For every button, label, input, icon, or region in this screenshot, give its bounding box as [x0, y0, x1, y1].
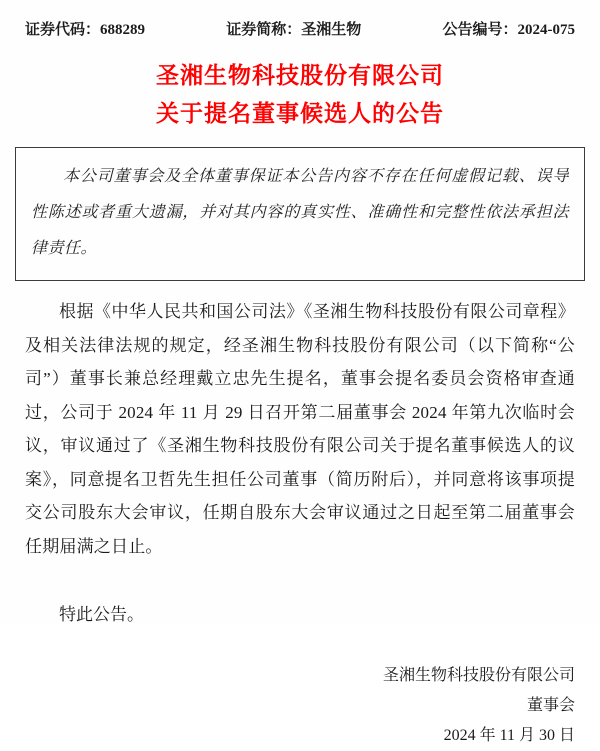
page-title-line2: 关于提名董事候选人的公告 [156, 100, 444, 126]
stock-name-value: 圣湘生物 [301, 22, 362, 38]
stock-name [226, 18, 361, 39]
body-paragraph [25, 295, 575, 563]
stock-code-value: 688289 [100, 22, 146, 38]
closing-line [25, 600, 575, 625]
page-title-line1: 圣湘生物科技股份有限公司 [156, 62, 444, 88]
announcement-number-label: 公告编号： [442, 22, 518, 38]
signature-date: 2024 年 11 月 30 日 [443, 727, 575, 744]
signature-board: 董事会 [526, 697, 575, 714]
document-header [25, 18, 575, 39]
page-title [25, 56, 575, 132]
stock-code [25, 18, 145, 39]
body-paragraph-text: 根据《中华人民共和国公司法》《圣湘生物科技股份有限公司章程》及相关法律法规的规定，经圣湘生物科技股份有限公司（以下简称“公司”）董事长兼总经理戴立忠先生提名，董事会提名委员会资格审查通过，公司于 2024 年 11 月 29 日召开第二届董事会 2024 年第九次临时会议，审议通过了《圣湘生物科技股份有限公司关于提名董事候选人的议案》，同意提名卫哲先生担任公司董事（简历附后），并同意将该事项提交公司股东大会审议，任期自股东大会审议通过之日起至第二届董事会任期届满之日止。 [25, 302, 575, 556]
disclaimer-text: 本公司董事会及全体董事保证本公告内容不存在任何虚假记载、误导性陈述或者重大遗漏，并对其内容的真实性、准确性和完整性依法承担法律责任。 [31, 168, 569, 257]
stock-code-label: 证券代码： [25, 22, 101, 38]
closing-text: 特此公告。 [59, 605, 144, 624]
disclaimer-box [15, 147, 585, 281]
signature-block [25, 661, 575, 751]
announcement-number-value: 2024-075 [517, 22, 575, 38]
stock-name-label: 证券简称： [226, 22, 302, 38]
signature-company: 圣湘生物科技股份有限公司 [382, 667, 575, 684]
announcement-number [442, 18, 575, 39]
